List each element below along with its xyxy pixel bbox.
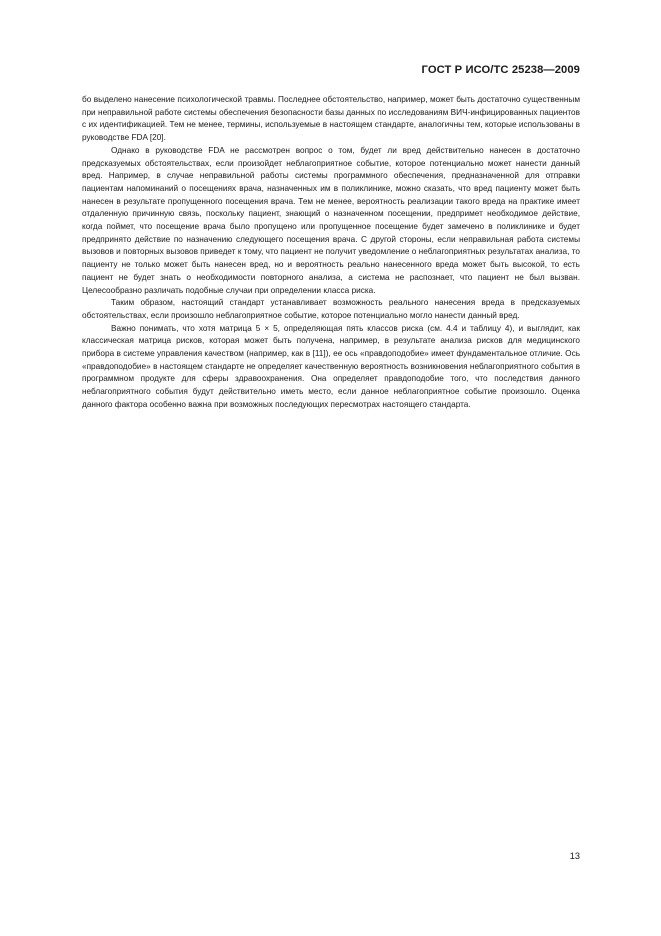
paragraph-risk-matrix: Важно понимать, что хотя матрица 5 × 5, определяющая пять классов риска (см. 4.4 и таблицу 4), и выглядит, как классическая матрица рисков, которая может быть получена, например, в результате анализа рисков для медицинского прибора в системе управления качеством (например, как в [11]), ее ось «правдоподобие» имеет фундаментальное отличие. Ось «правдоподобие» в настоящем стандарте не определяет качественную вероятность возникновения неблагоприятного события в программном продукте для сферы здравоохранения. Она определяет правдоподобие того, что последствия данного неблагоприятного события будут действительно иметь место, если данное неблагоприятное событие произошло. Оценка данного фактора особенно важна при возможных последующих пересмотрах настоящего стандарта. (82, 323, 580, 409)
standard-header: ГОСТ Р ИСО/ТС 25238—2009 (421, 64, 580, 76)
page-number: 13 (569, 851, 580, 861)
paragraph-continuation: бо выделено нанесение психологической травмы. Последнее обстоятельство, например, может быть достаточно существенным при неправильной работе системы обеспечения безопасности базы данных по исследованиям ВИЧ-инфицированных пациентов с их идентификацией. Тем не менее, термины, используемые в настоящем стандарте, аналогичны тем, которые использованы в руководстве FDA [20]. (82, 95, 580, 143)
paragraph-conclusion: Таким образом, настоящий стандарт устанавливает возможность реального нанесения вреда в предсказуемых обстоятельствах, если произошло неблагоприятное событие, которое потенциально могло нанести данный вред. (82, 298, 580, 320)
body-text (82, 94, 580, 412)
paragraph-fda-guidance: Однако в руководстве FDA не рассмотрен вопрос о том, будет ли вред действительно нанесен в достаточно предсказуемых обстоятельствах, если произойдет неблагоприятное событие, которое потенциально может нанести данный вред. Например, в случае неправильной работы системы программного обеспечения, предназначенной для отправки пациентам напоминаний о посещениях врача, назначенных им в поликлинике, можно сказать, что вред пациенту может быть нанесен в результате пропущенного посещения врача. Тем не менее, вероятность реализации такого вреда на практике имеет отдаленную причинную связь, поскольку пациент, знающий о назначенном посещении, предпримет необходимое действие, когда поймет, что посещение врача было пропущено или пропущенное посещение будет замечено в поликлинике и будет предпринято действие по назначению следующего посещения врача. С другой стороны, если неправильная работа системы вызовов и повторных вызовов приведет к тому, что пациент не получит уведомление о неблагоприятных результатах анализа, то пациенту не только может быть нанесен вред, но и вероятность реально нанесенного вреда может быть высокой, то есть пациент не будет знать о необходимости повторного анализа, а система не распознает, что пациент не был вызван. Целесообразно различать подобные случаи при определении класса риска. (82, 145, 580, 295)
